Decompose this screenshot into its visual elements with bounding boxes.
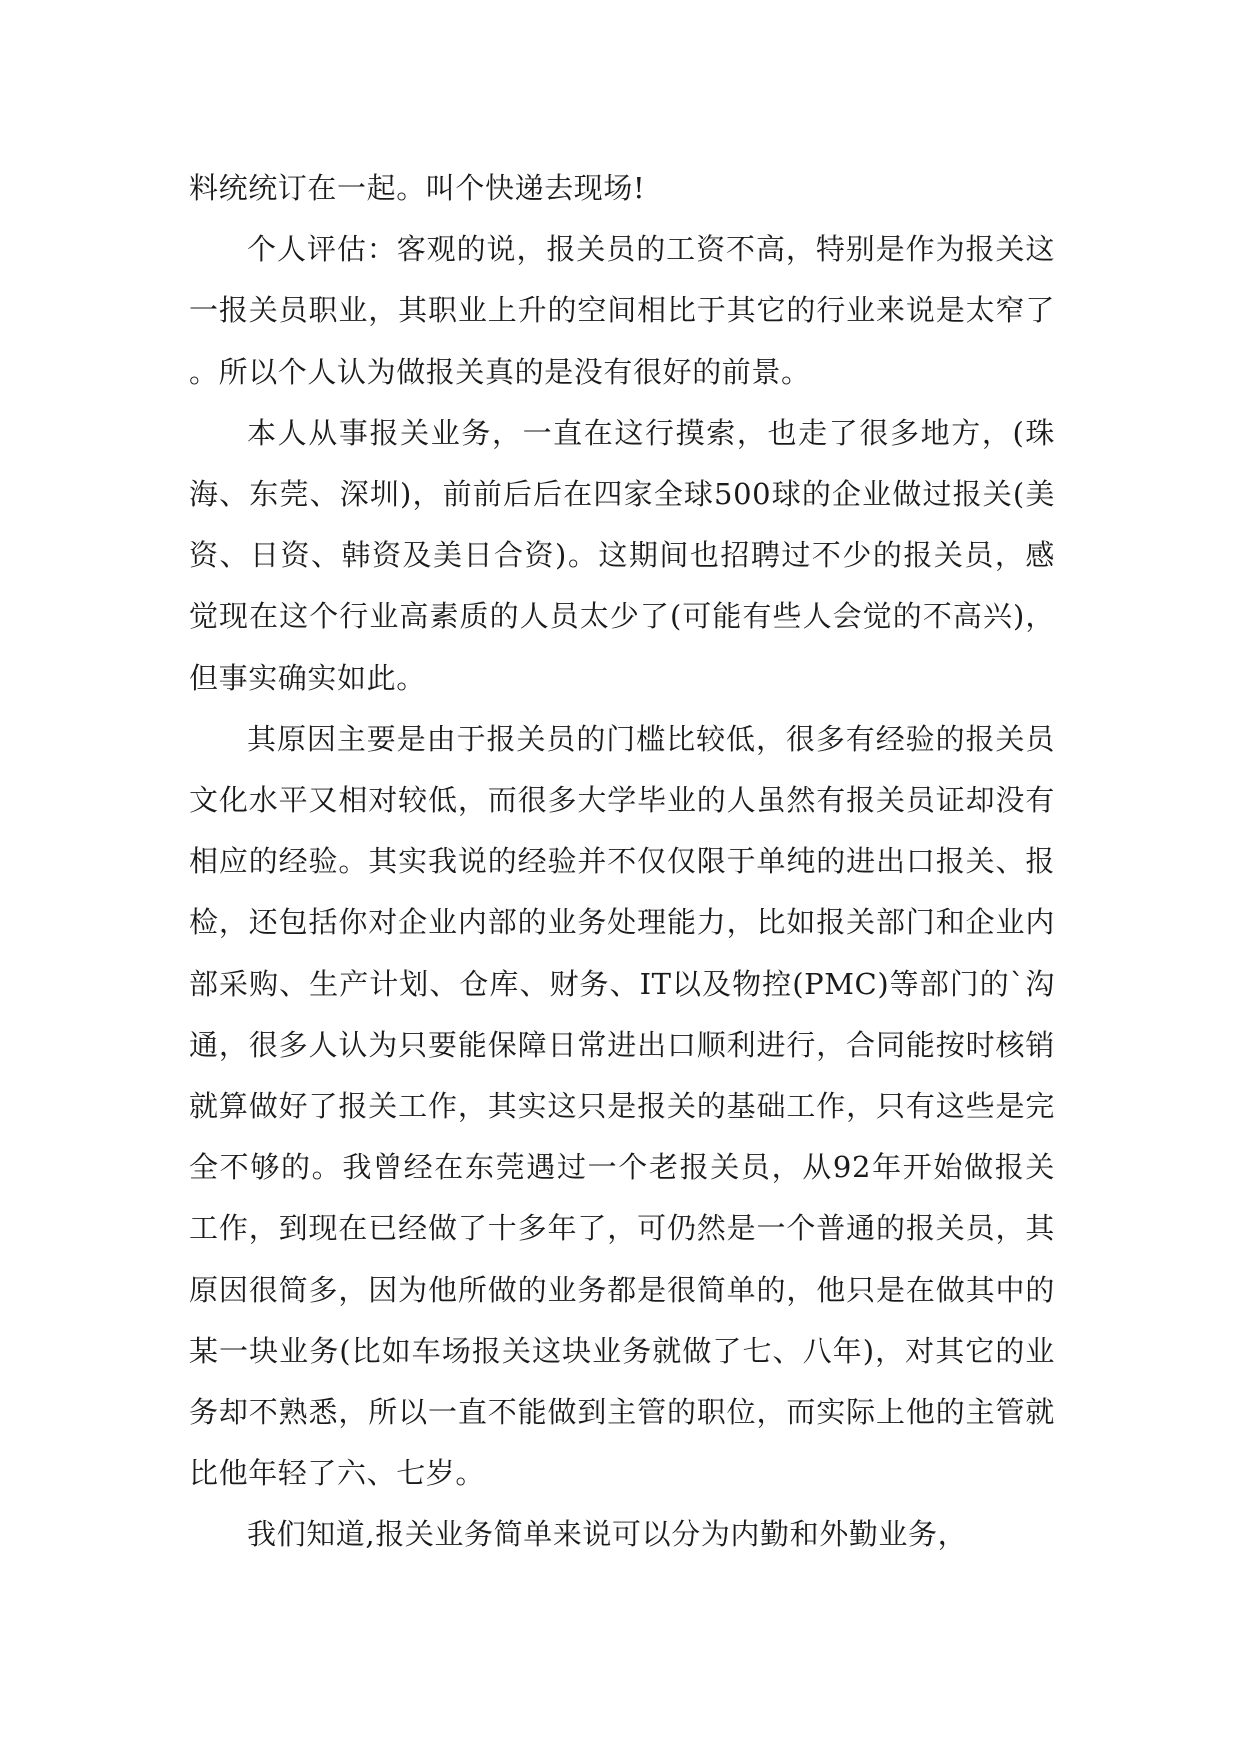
paragraph-3: 本人从事报关业务，一直在这行摸索，也走了很多地方，(珠海、东莞、深圳)，前前后后在四家全球500球的企业做过报关(美资、日资、韩资及美日合资)。这期间也招聘过不少的报关员，感觉现在这个行业高素质的人员太少了(可能有些人会觉的不高兴)，但事实确实如此。 [189,415,1055,695]
paragraph-1: 料统统订在一起。叫个快递去现场! [189,171,646,205]
paragraph-4: 其原因主要是由于报关员的门槛比较低，很多有经验的报关员文化水平又相对较低，而很多大学毕业的人虽然有报关员证却没有相应的经验。其实我说的经验并不仅仅限于单纯的进出口报关、报检，还包括你对企业内部的业务处理能力，比如报关部门和企业内部采购、生产计划、仓库、财务、IT以及物控(PMC)等部门的`沟通，很多人认为只要能保障日常进出口顺利进行，合同能按时核销就算做好了报关工作，其实这只是报关的基础工作，只有这些是完全不够的。我曾经在东莞遇过一个老报关员，从92年开始做报关工作，到现在已经做了十多年了，可仍然是一个普通的报关员，其原因很简多，因为他所做的业务都是很简单的，他只是在做其中的某一块业务(比如车场报关这块业务就做了七、八年)，对其它的业务却不熟悉，所以一直不能做到主管的职位，而实际上他的主管就比他年轻了六、七岁。 [189,721,1055,1491]
paragraph-2: 个人评估：客观的说，报关员的工资不高，特别是作为报关这一报关员职业，其职业上升的空间相比于其它的行业来说是太窄了。所以个人认为做报关真的是没有很好的前景。 [189,232,1055,389]
paragraph-5: 我们知道,报关业务简单来说可以分为内勤和外勤业务， [247,1517,968,1552]
document-body [189,158,1055,1566]
